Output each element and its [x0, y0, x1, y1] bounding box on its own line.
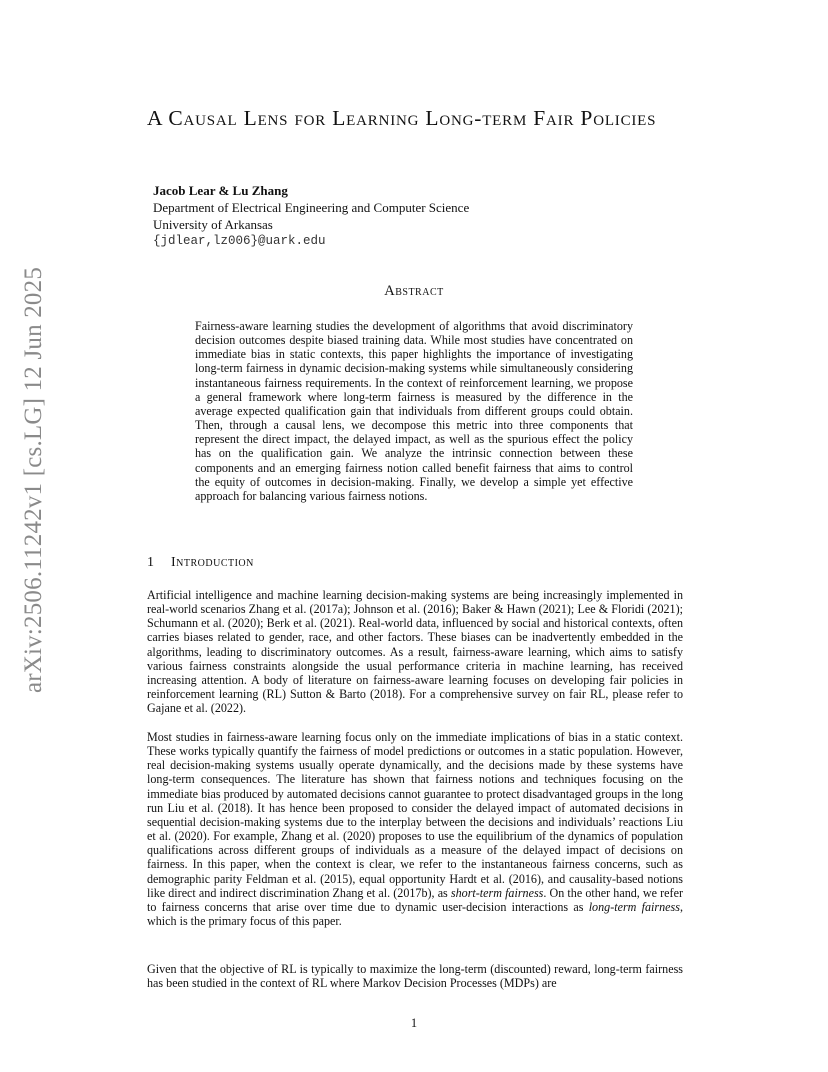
arxiv-sidebar-stamp [14, 266, 54, 694]
arxiv-identifier: arXiv:2506.11242v1 [cs.LG] 12 Jun 2025 [20, 266, 47, 694]
emphasis-short-term-fairness: short-term fairness [450, 885, 544, 900]
author-names: Jacob Lear & Lu Zhang [153, 183, 288, 198]
paragraph-text: . On the other hand, we refer to fairness concerns that arise over time due to dynamic user-decision interactions as [147, 885, 683, 914]
paragraph-text: , which is the primary focus of this paper. [147, 899, 683, 929]
abstract-heading: Abstract [384, 283, 444, 299]
affiliation-university: University of Arkansas [153, 217, 273, 232]
abstract-text: Fairness-aware learning studies the development of algorithms that avoid discriminatory decision outcomes despite biased training data. While most studies have concentrated on immediate bias in static contexts, this paper highlights the importance of investigating long-term fairness in dynamic decision-making systems while simultaneously considering instantaneous fairness requirements. In the context of reinforcement learning, we propose a general framework where long-term fairness is measured by the difference in the average expected qualification gain that individuals from different groups could obtain. Then, through a causal lens, we decompose this metric into three components that represent the direct impact, the delayed impact, as well as the spurious effect the policy has on the qualification gain. We analyze the intrinsic connection between these components and an emerging fairness notion called benefit fairness that aims to control the equity of outcomes in decision-making. Finally, we develop a simple yet effective approach for balancing various fairness notions. [195, 319, 633, 503]
paper-title: A Causal Lens for Learning Long-term Fair Policies [147, 106, 657, 130]
section-title: Introduction [171, 555, 254, 570]
section-number: 1 [147, 555, 155, 570]
author-email: {jdlear,lz006}@uark.edu [153, 234, 326, 248]
intro-paragraph-2 [147, 730, 683, 928]
paragraph-text: Most studies in fairness-aware learning focus only on the immediate implications of bias in a static context. These works typically quantify the fairness of model predictions or outcomes in a static population. However, real decision-making systems usually operate dynamically, and the decisions made by these systems have long-term consequences. The literature has shown that fairness notions and techniques focusing on the immediate bias produced by automated decisions cannot guarantee to protect disadvantaged groups in the long run Liu et al. (2018). It has hence been proposed to consider the delayed impact of automated decisions in sequential decision-making systems due to the interplay between the decisions and individuals’ reactions Liu et al. (2020). For example, Zhang et al. (2020) proposes to use the equilibrium of the dynamics of population qualifications across different groups of individuals as a measure of the delayed impact of decisions on fairness. In this paper, when the context is clear, we refer to the instantaneous fairness concerns, such as demographic parity Feldman et al. (2015), equal opportunity Hardt et al. (2016), and causality-based notions like direct and indirect discrimination Zhang et al. (2017b), as [147, 730, 683, 900]
section-heading [147, 555, 254, 571]
intro-paragraph-1: Artificial intelligence and machine learning decision-making systems are being increasingly implemented in real-world scenarios Zhang et al. (2017a); Johnson et al. (2016); Baker & Hawn (2021); Lee & Floridi (2021); Schumann et al. (2020); Berk et al. (2021). Real-world data, influenced by social and historical contexts, often carries biases related to gender, race, and other factors. These biases can be inadvertently embedded in the algorithms, leading to discriminatory outcomes. As a result, fairness-aware learning, which aims to satisfy various fairness constraints alongside the usual performance criteria in machine learning, has received increasing attention. A body of literature on fairness-aware learning focuses on developing fair policies in reinforcement learning (RL) Sutton & Barto (2018). For a comprehensive survey on fair RL, please refer to Gajane et al. (2022). [147, 588, 683, 716]
emphasis-long-term-fairness: long-term fairness [588, 899, 680, 914]
page-number: 1 [410, 1016, 418, 1030]
affiliation-department: Department of Electrical Engineering and Computer Science [153, 200, 470, 215]
intro-paragraph-3: Given that the objective of RL is typically to maximize the long-term (discounted) reward, long-term fairness has been studied in the context of RL where Markov Decision Processes (MDPs) are [147, 962, 683, 991]
author-block [153, 182, 469, 250]
